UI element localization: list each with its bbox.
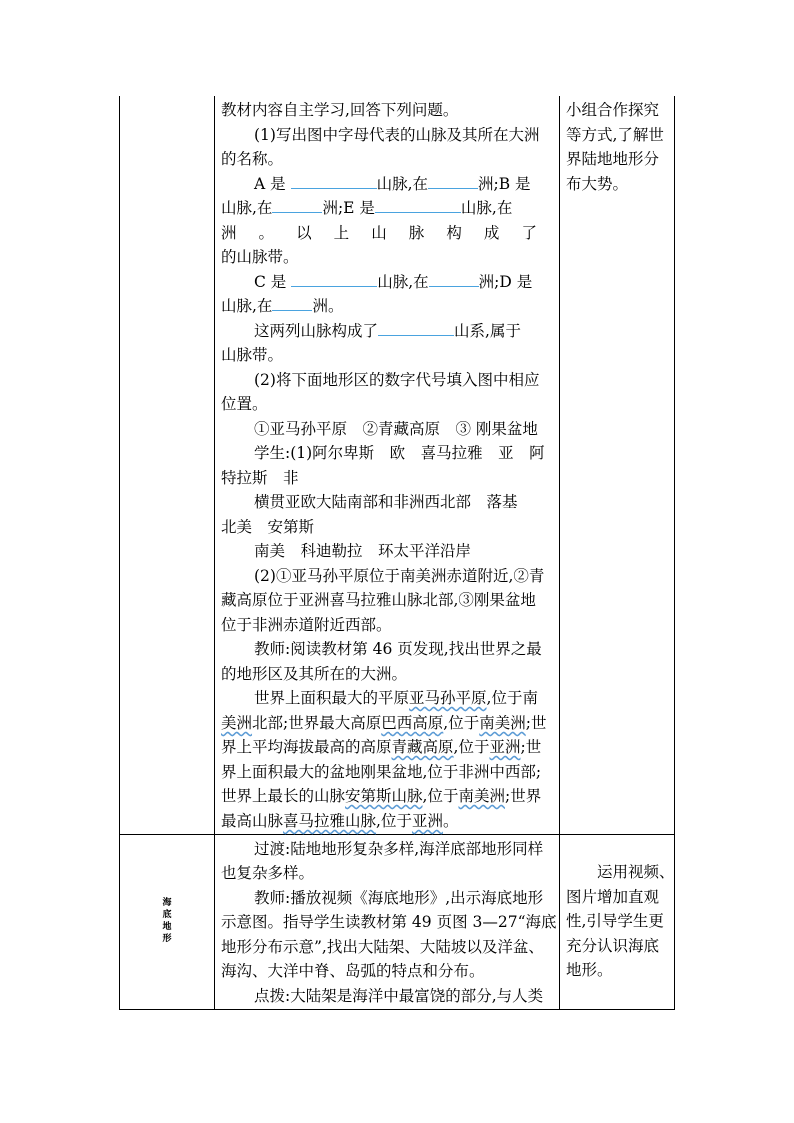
text-line: 横贯亚欧大陆南部和非洲西北部 落基: [254, 493, 518, 511]
text-line: 海沟、大洋中脊、岛弧的特点和分布。: [221, 962, 485, 980]
text-line: 也复杂多样。: [221, 864, 315, 882]
table-left-border: [119, 96, 120, 1010]
text-line: 点拨:大陆架是海洋中最富饶的部分,与人类: [254, 987, 544, 1005]
table-bottom-border: [119, 1009, 675, 1010]
answer-blank[interactable]: [291, 173, 377, 189]
text-line: 的名称。: [221, 150, 284, 168]
text-line: 这两列山脉构成了 山系,属于: [254, 322, 521, 340]
text-line: ①亚马孙平原 ②青藏高原 ③ 刚果盆地: [254, 420, 538, 438]
text-line: 洲。以上山脉构成了: [221, 224, 551, 242]
text-line: 位置。: [221, 395, 268, 413]
text-line: 山脉,在 洲;E 是 山脉,在: [221, 199, 513, 217]
text-line: 界上平均海拔最高的高原青藏高原,位于亚洲;世: [221, 738, 542, 756]
answer-blank[interactable]: [378, 320, 454, 336]
text-line: 山脉,在 洲。: [221, 297, 344, 315]
answer-blank[interactable]: [291, 271, 377, 287]
table-col-divider-1: [214, 96, 215, 1010]
text-line: (1)写出图中字母代表的山脉及其所在大洲: [254, 126, 540, 144]
text-line: C 是 山脉,在 洲;D 是: [254, 273, 533, 291]
text-line: 示意图。指导学生读教材第 49 页图 3—27“海底: [221, 913, 557, 931]
text-line: (2)将下面地形区的数字代号填入图中相应: [254, 371, 540, 389]
text-line: 的山脉带。: [221, 248, 299, 266]
text-line: 地形分布示意”,找出大陆架、大陆坡以及洋盆、: [221, 938, 544, 956]
text-line: A 是 山脉,在 洲;B 是: [254, 175, 531, 193]
text-line: 南美 科迪勒拉 环太平洋沿岸: [254, 542, 472, 560]
text-line: 教师:阅读教材第 46 页发现,找出世界之最: [254, 640, 542, 658]
method-cell-2: 运用视频、 图片增加直观 性,引导学生更 充分认识海底 地形。: [566, 863, 675, 979]
text-line: 世界上面积最大的平原亚马孙平原,位于南: [254, 689, 538, 707]
text-line: 藏高原位于亚洲喜马拉雅山脉北部,③刚果盆地: [221, 591, 536, 609]
table-row-divider: [119, 834, 675, 835]
text-line: 美洲北部;世界最大高原巴西高原,位于南美洲;世: [221, 714, 547, 732]
answer-blank[interactable]: [375, 197, 461, 213]
answer-blank[interactable]: [428, 173, 478, 189]
section-label-seabed-terrain: 海 底 地 形: [162, 898, 172, 944]
text-line: 界上面积最大的盆地刚果盆地,位于非洲中西部;: [221, 763, 542, 781]
text-line: 位于非洲赤道附近西部。: [221, 616, 392, 634]
text-line: 北美 安第斯: [221, 518, 315, 536]
text-line: 学生:(1)阿尔卑斯 欧 喜马拉雅 亚 阿: [254, 444, 545, 462]
text-line: 的地形区及其所在的大洲。: [221, 665, 408, 683]
answer-blank[interactable]: [272, 295, 312, 311]
text-line: 最高山脉喜马拉雅山脉,位于亚洲。: [221, 812, 459, 830]
text-line: 特拉斯 非: [221, 469, 299, 487]
answer-blank[interactable]: [272, 197, 322, 213]
answer-blank[interactable]: [429, 271, 479, 287]
text-line: (2)①亚马孙平原位于南美洲赤道附近,②青: [254, 567, 545, 585]
method-cell-1: 小组合作探究 等方式,了解世 界陆地地形分 布大势。: [566, 101, 664, 193]
text-line: 世界上最长的山脉安第斯山脉,位于南美洲;世界: [221, 787, 542, 805]
text-line: 山脉带。: [221, 346, 284, 364]
table-col-divider-2: [559, 96, 560, 1010]
text-line: 教师:播放视频《海底地形》,出示海底地形: [254, 889, 544, 907]
text-line: 过渡:陆地地形复杂多样,海洋底部地形同样: [254, 840, 544, 858]
text-line: 教材内容自主学习,回答下列问题。: [221, 101, 459, 119]
